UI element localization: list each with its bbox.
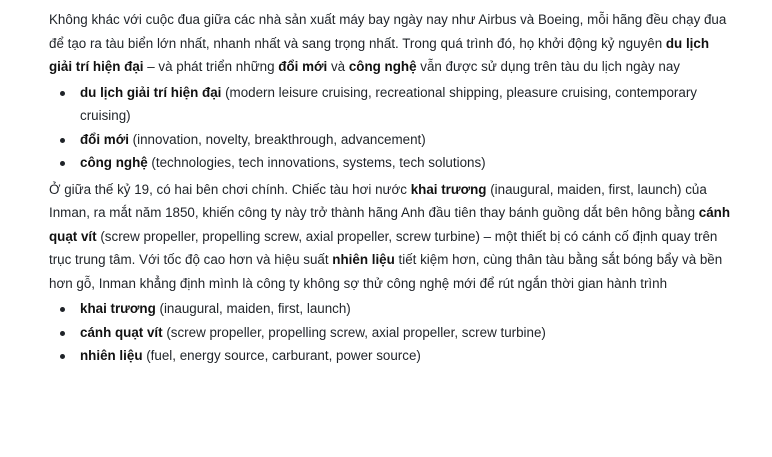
bold-term: nhiên liệu bbox=[332, 252, 395, 267]
list-item bbox=[80, 344, 732, 368]
text-span: (inaugural, maiden, first, launch) của Inman, ra mắt năm 1850, khiến công ty này trở thành hãng Anh đầu tiên thay bánh guồng dắt bên hông bằng bbox=[49, 181, 707, 220]
vocab-synonyms: (fuel, energy source, carburant, power source) bbox=[142, 348, 421, 363]
text-span: vẫn được sử dụng trên tàu du lịch ngày nay bbox=[416, 59, 680, 74]
vocab-term: công nghệ bbox=[80, 155, 148, 170]
intro-paragraph bbox=[49, 8, 732, 79]
vocab-term: đổi mới bbox=[80, 131, 129, 147]
text-span: Ở giữa thế kỷ 19, có hai bên chơi chính. Chiếc tàu hơi nước bbox=[49, 181, 411, 197]
vocab-synonyms: (inaugural, maiden, first, launch) bbox=[155, 301, 351, 316]
vocab-term: cánh quạt vít bbox=[80, 324, 163, 340]
vocab-list-2 bbox=[49, 297, 732, 368]
list-item bbox=[80, 128, 732, 152]
list-item bbox=[80, 81, 732, 128]
bold-term: cánh quạt vít bbox=[49, 205, 731, 244]
text-span: (screw propeller, propelling screw, axial propeller, screw turbine) – một thiết bị có cánh cố định quay trên trục trung tâm. Với tốc độ cao hơn và hiệu suất bbox=[49, 228, 718, 267]
vocab-synonyms: (innovation, novelty, breakthrough, advancement) bbox=[128, 131, 426, 147]
text-span: – và phát triển những bbox=[143, 59, 279, 74]
list-item bbox=[80, 297, 732, 321]
text-span: và bbox=[327, 59, 349, 74]
vocab-term: du lịch giải trí hiện đại bbox=[80, 84, 222, 100]
list-item bbox=[80, 151, 732, 175]
vocab-list-1 bbox=[49, 81, 732, 175]
vocab-synonyms: (screw propeller, propelling screw, axial propeller, screw turbine) bbox=[162, 324, 546, 340]
bold-term: du lịch giải trí hiện đại bbox=[49, 35, 710, 74]
bold-term: đổi mới bbox=[278, 59, 328, 74]
text-span: tiết kiệm hơn, cùng thân tàu bằng sắt bóng bẩy và bền hơn gỗ, Inman khẳng định mình là công ty không sợ thử công nghệ mới để rút ngắn thời gian hành trình bbox=[49, 252, 723, 291]
list-item bbox=[80, 321, 732, 345]
text-span: Không khác với cuộc đua giữa các nhà sản xuất máy bay ngày nay như Airbus và Boeing, mỗi hãng đều chạy đua để tạo ra tàu biển lớn nhất, nhanh nhất và sang trọng nhất. Trong quá trình đó, họ khởi động kỷ nguyên bbox=[49, 12, 727, 51]
bold-term: công nghệ bbox=[348, 59, 417, 74]
vocab-term: nhiên liệu bbox=[80, 348, 143, 363]
history-paragraph bbox=[49, 178, 732, 296]
vocab-term: khai trương bbox=[80, 301, 156, 316]
vocab-synonyms: (modern leisure cruising, recreational shipping, pleasure cruising, contemporary cruising) bbox=[80, 84, 697, 123]
bold-term: khai trương bbox=[410, 181, 487, 197]
vocab-synonyms: (technologies, tech innovations, systems, tech solutions) bbox=[147, 155, 486, 170]
